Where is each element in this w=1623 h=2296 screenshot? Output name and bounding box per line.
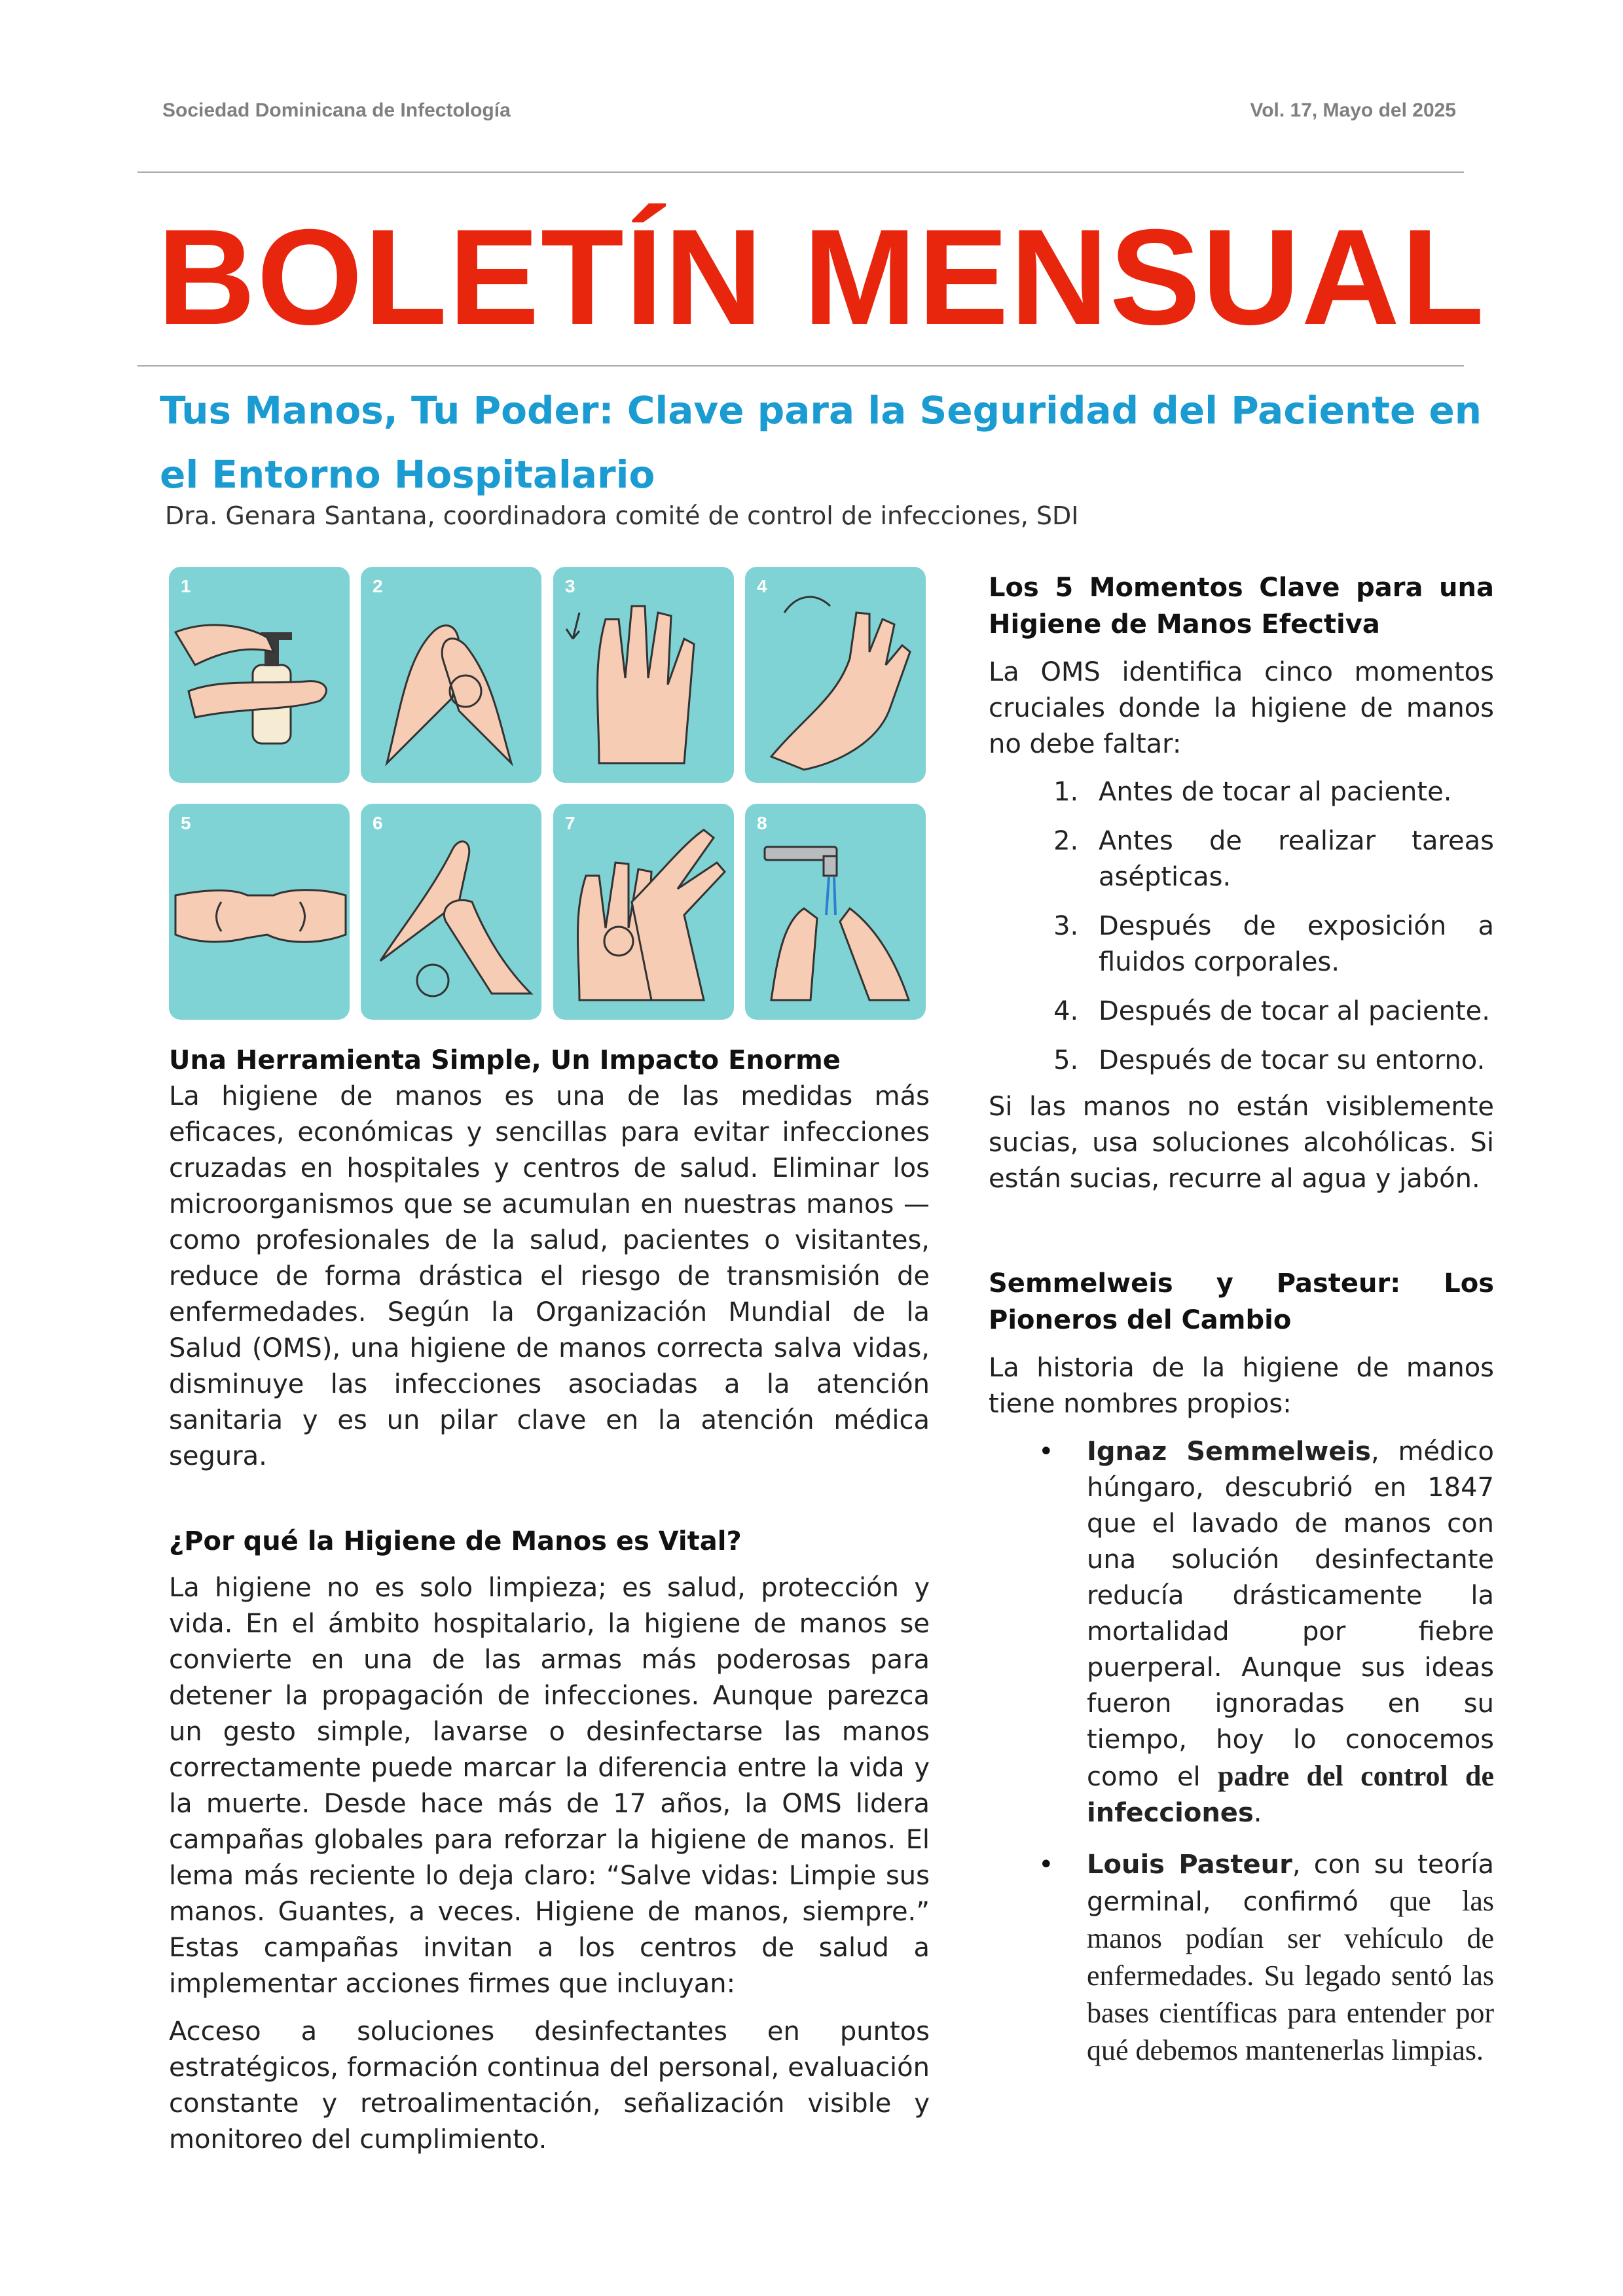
step-panel-3 <box>553 567 734 783</box>
step-panel-8 <box>745 804 926 1020</box>
step-panel-6 <box>361 804 541 1020</box>
step-number: 4 <box>757 576 767 596</box>
step-number: 2 <box>373 576 383 596</box>
issue-info: Vol. 17, Mayo del 2025 <box>1250 99 1456 121</box>
thumb-rotation-icon <box>361 804 541 1020</box>
pioneer-name: Louis Pasteur <box>1087 1850 1292 1880</box>
author-byline: Dra. Genara Santana, coordinadora comité de control de infecciones, SDI <box>165 501 1079 530</box>
step-number: 8 <box>757 813 767 833</box>
section-body-why-vital: La higiene no es solo limpieza; es salud, protección y vida. En el ámbito hospitalario, la higiene de manos se convierte en una de las armas más poderosas para detener la propagación de infecciones. Aunque parezca un gesto simple, lavarse o desinfectarse las manos correctamente puede marcar la diferencia entre la vida y la muerte. Desde hace más de 17 años, la OMS lidera campañas globales para reforzar la higiene de manos. El lema más reciente lo deja claro: “Salve vidas: Limpie sus manos. Guantes, a veces. Higiene de manos, siempre.” Estas campañas invitan a los centros de salud a implementar acciones firmes que incluyan: <box>169 1573 930 1999</box>
step-number: 3 <box>565 576 575 596</box>
pioneers-intro: La historia de la higiene de manos tiene nombres propios: <box>989 1353 1494 1419</box>
list-item: 5. Después de tocar su entorno. <box>1087 1043 1494 1079</box>
list-item: 1. Antes de tocar al paciente. <box>1087 774 1494 810</box>
pioneer-description-end: . <box>1253 1798 1262 1828</box>
masthead-divider <box>137 365 1464 367</box>
five-moments-list <box>989 774 1494 1079</box>
section-heading-five-moments: Los 5 Momentos Clave para una Higiene de Manos Efectiva <box>989 573 1494 639</box>
section-heading-simple-tool: Una Herramienta Simple, Un Impacto Enorme <box>169 1045 841 1075</box>
pioneer-description: , con su teoría germinal, confirmó <box>1087 1850 1495 1917</box>
interlace-fingers-icon <box>553 567 734 783</box>
section-body-simple-tool: La higiene de manos es una de las medidas más eficaces, económicas y sencillas para evitar infecciones cruzadas en hospitales y centros de salud. Eliminar los microorganismos que se acumulan en nuestras manos — como profesionales de la salud, pacientes o visitantes, reduce de forma drástica el riesgo de transmisión de enfermedades. Según la Organización Mundial de la Salud (OMS), una higiene de manos correcta salva vidas, disminuye las infecciones asociadas a la atención sanitaria y es un pilar clave en la atención médica segura. <box>169 1081 930 1471</box>
list-item-semmelweis <box>1087 1434 1494 1831</box>
pioneer-title: padre del control de <box>1200 1760 1495 1792</box>
handwashing-steps-illustration <box>169 567 927 1021</box>
list-item: 2. Antes de realizar tareas asépticas. <box>1087 823 1494 895</box>
pioneer-description: , médico húngaro, descubrió en 1847 que el lavado de manos con una solución desinfectante reducía drásticamente la mortalidad por fiebre puerperal. Aunque sus ideas fueron ignoradas en su tiempo, hoy lo conocemos como el <box>1087 1437 1494 1792</box>
back-of-hands-icon <box>745 567 926 783</box>
step-number: 7 <box>565 813 575 833</box>
soap-pump-icon <box>169 567 350 783</box>
article-title: Tus Manos, Tu Poder: Clave para la Seguridad del Paciente en el Entorno Hospitalario <box>160 388 1482 497</box>
masthead-title: BOLETÍN MENSUAL <box>157 202 1486 353</box>
campaign-actions-text: Acceso a soluciones desinfectantes en puntos estratégicos, formación continua del personal, evaluación constante y retroalimentación, señalización visible y monitoreo del cumplimiento. <box>169 2017 930 2155</box>
list-item: 4. Después de tocar al paciente. <box>1087 994 1494 1030</box>
alcohol-or-soap-note: Si las manos no están visiblemente sucias, usa soluciones alcohólicas. Si están sucias, recurre al agua y jabón. <box>989 1092 1494 1194</box>
section-heading-pioneers: Semmelweis y Pasteur: Los Pioneros del Cambio <box>989 1268 1494 1335</box>
right-column <box>989 569 1494 2085</box>
step-number: 5 <box>181 813 191 833</box>
section-heading-why-vital: ¿Por qué la Higiene de Manos es Vital? <box>169 1526 742 1556</box>
pioneer-name: Ignaz Semmelweis <box>1087 1437 1371 1467</box>
fingertips-rub-icon <box>169 804 350 1020</box>
palm-rub-icon <box>361 567 541 783</box>
rinse-tap-icon <box>745 804 926 1020</box>
list-item: 3. Después de exposición a fluidos corporales. <box>1087 908 1494 980</box>
pioneers-list <box>989 1434 1494 2070</box>
list-item-pasteur <box>1087 1847 1494 2070</box>
step-panel-1 <box>169 567 350 783</box>
step-number: 1 <box>181 576 191 596</box>
palm-scrub-icon <box>553 804 734 1020</box>
top-divider <box>137 171 1464 173</box>
step-panel-7 <box>553 804 734 1020</box>
pioneer-description-serif: que las manos podían ser vehículo de enfermedades. Su legado sentó las bases científicas para entender por qué debemos mantenerlas limpias. <box>1087 1885 1494 2066</box>
step-panel-2 <box>361 567 541 783</box>
step-panel-5 <box>169 804 350 1020</box>
organization-name: Sociedad Dominicana de Infectología <box>162 99 511 121</box>
left-column <box>169 1042 930 2158</box>
step-panel-4 <box>745 567 926 783</box>
step-number: 6 <box>373 813 383 833</box>
five-moments-intro: La OMS identifica cinco momentos cruciales donde la higiene de manos no debe faltar: <box>989 657 1494 759</box>
pioneer-title-end: infecciones <box>1087 1798 1254 1828</box>
